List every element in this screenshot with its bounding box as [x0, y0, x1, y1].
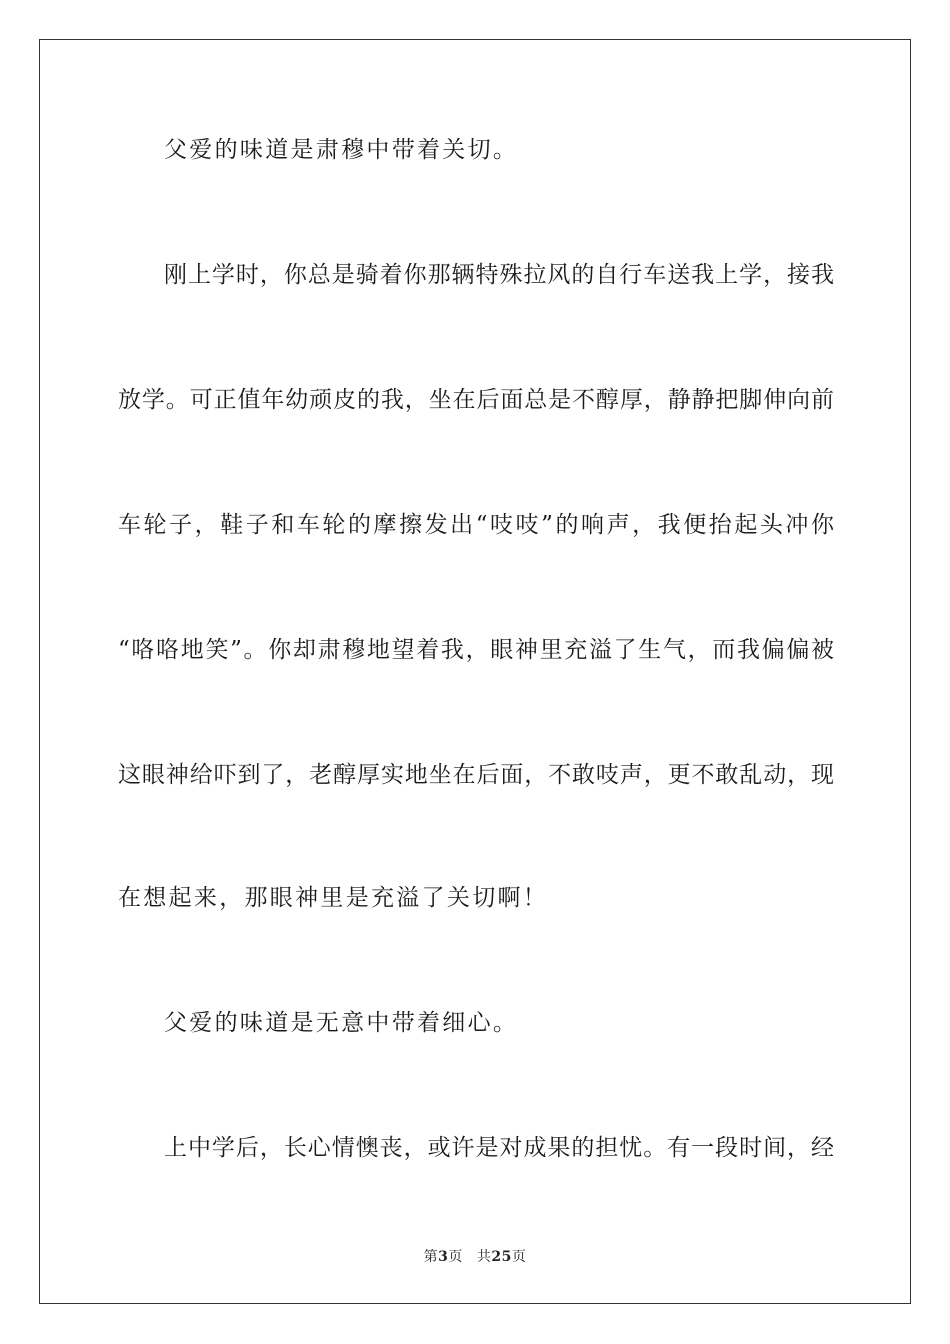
total-prefix: 共 [476, 1249, 492, 1265]
text-line-5: “咯咯地笑”。你却肃穆地望着我，眼神里充溢了生气，而我偏偏被 [118, 637, 834, 663]
page-prefix: 第 [423, 1249, 439, 1265]
page-footer [0, 1246, 950, 1266]
total-suffix: 页 [511, 1249, 527, 1265]
text-line-4: 车轮子，鞋子和车轮的摩擦发出“吱吱”的响声，我便抬起头冲你 [118, 512, 834, 538]
text-line-6: 这眼神给吓到了，老醇厚实地坐在后面，不敢吱声，更不敢乱动，现 [118, 762, 834, 788]
page-suffix: 页 [448, 1249, 463, 1265]
text-line-9: 上中学后，长心情懊丧，或许是对成果的担忧。有一段时间，经 [164, 1135, 834, 1161]
page-number: 3 [438, 1249, 449, 1265]
text-line-2: 刚上学时，你总是骑着你那辆特殊拉风的自行车送我上学，接我 [164, 262, 834, 288]
text-line-8: 父爱的味道是无意中带着细心。 [164, 1010, 519, 1036]
page-frame [39, 39, 911, 1304]
text-line-3: 放学。可正值年幼顽皮的我，坐在后面总是不醇厚，静静把脚伸向前 [118, 387, 834, 413]
total-pages: 25 [491, 1249, 512, 1265]
text-line-1: 父爱的味道是肃穆中带着关切。 [164, 137, 519, 163]
text-line-7: 在想起来，那眼神里是充溢了关切啊！ [118, 885, 549, 911]
